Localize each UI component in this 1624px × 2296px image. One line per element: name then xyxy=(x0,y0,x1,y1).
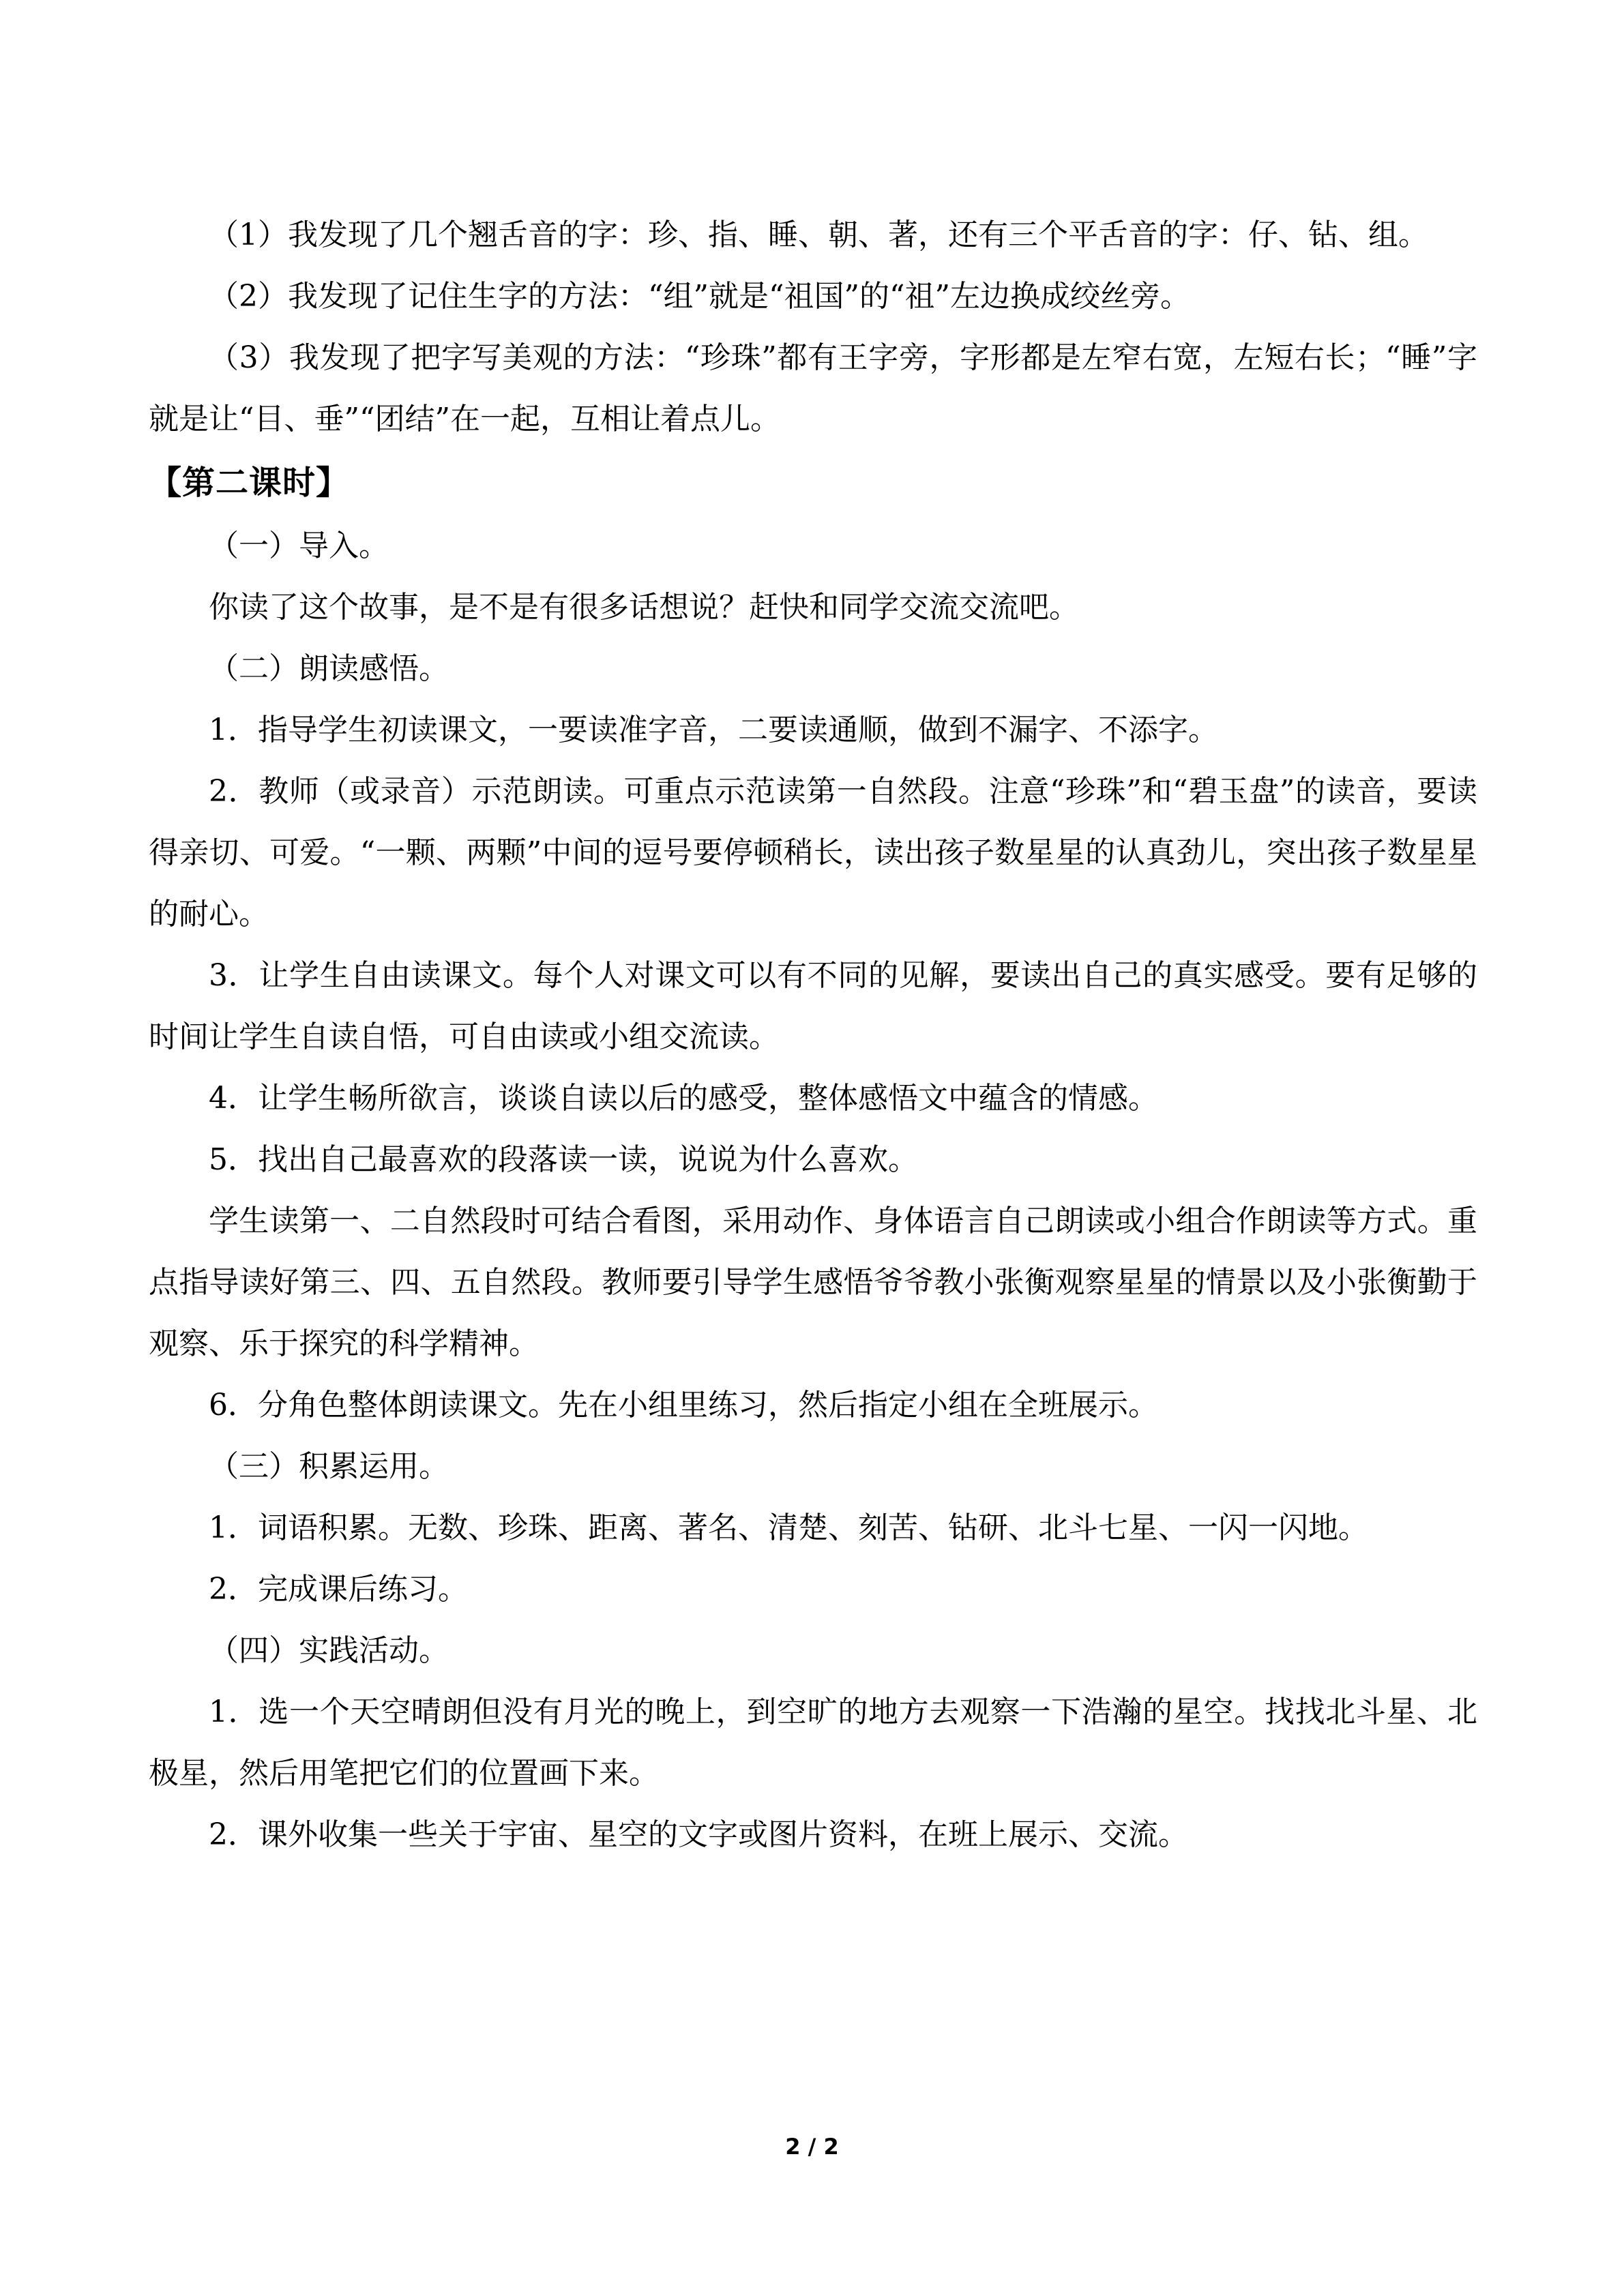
subsection-title: （二）朗读感悟。 xyxy=(209,651,449,686)
list-item: 1．词语积累。无数、珍珠、距离、著名、清楚、刻苦、钻研、北斗七星、一闪一闪地。 xyxy=(209,1510,1368,1545)
subsection-title: （四）实践活动。 xyxy=(209,1633,449,1668)
list-item: 3．让学生自由读课文。每个人对课文可以有不同的见解，要读出自己的真实感受。要有足够的时间让学生自读自悟，可自由读或小组交流读。 xyxy=(149,958,1477,1054)
paragraph: （3）我发现了把字写美观的方法：“珍珠”都有王字旁，字形都是左窄右宽，左短右长；“睡”字就是让“目、垂”“团结”在一起，互相让着点儿。 xyxy=(149,340,1477,436)
paragraph: （2）我发现了记住生字的方法：“组”就是“祖国”的“祖”左边换成绞丝旁。 xyxy=(209,279,1190,314)
list-item: 4．让学生畅所欲言，谈谈自读以后的感受，整体感悟文中蕴含的情感。 xyxy=(209,1081,1158,1116)
list-item: 5．找出自己最喜欢的段落读一读，说说为什么喜欢。 xyxy=(209,1142,918,1177)
list-item: 2．课外收集一些关于宇宙、星空的文字或图片资料，在班上展示、交流。 xyxy=(209,1817,1188,1852)
paragraph: 学生读第一、二自然段时可结合看图，采用动作、身体语言自己朗读或小组合作朗读等方式。重点指导读好第三、四、五自然段。教师要引导学生感悟爷爷教小张衡观察星星的情景以及小张衡勤于观察、乐于探究的科学精神。 xyxy=(149,1204,1477,1361)
list-item: 1．选一个天空晴朗但没有月光的晚上，到空旷的地方去观察一下浩瀚的星空。找找北斗星、北极星，然后用笔把它们的位置画下来。 xyxy=(149,1695,1477,1791)
section-heading: 【第二课时】 xyxy=(149,464,350,502)
paragraph: 你读了这个故事，是不是有很多话想说？赶快和同学交流交流吧。 xyxy=(209,590,1079,625)
list-item: 2．完成课后练习。 xyxy=(209,1572,468,1607)
subsection-title: （一）导入。 xyxy=(209,528,389,563)
subsection-title: （三）积累运用。 xyxy=(209,1449,449,1484)
page-number: 2 / 2 xyxy=(785,2134,839,2160)
list-item: 2．教师（或录音）示范朗读。可重点示范读第一自然段。注意“珍珠”和“碧玉盘”的读音，要读得亲切、可爱。“一颗、两颗”中间的逗号要停顿稍长，读出孩子数星星的认真劲儿，突出孩子数星星的耐心。 xyxy=(149,774,1477,931)
paragraph: （1）我发现了几个翘舌音的字：珍、指、睡、朝、著，还有三个平舌音的字：仔、钻、组。 xyxy=(209,218,1428,252)
list-item: 6．分角色整体朗读课文。先在小组里练习，然后指定小组在全班展示。 xyxy=(209,1388,1158,1422)
document-body xyxy=(149,205,1477,1866)
list-item: 1．指导学生初读课文，一要读准字音，二要读通顺，做到不漏字、不添字。 xyxy=(209,713,1218,747)
